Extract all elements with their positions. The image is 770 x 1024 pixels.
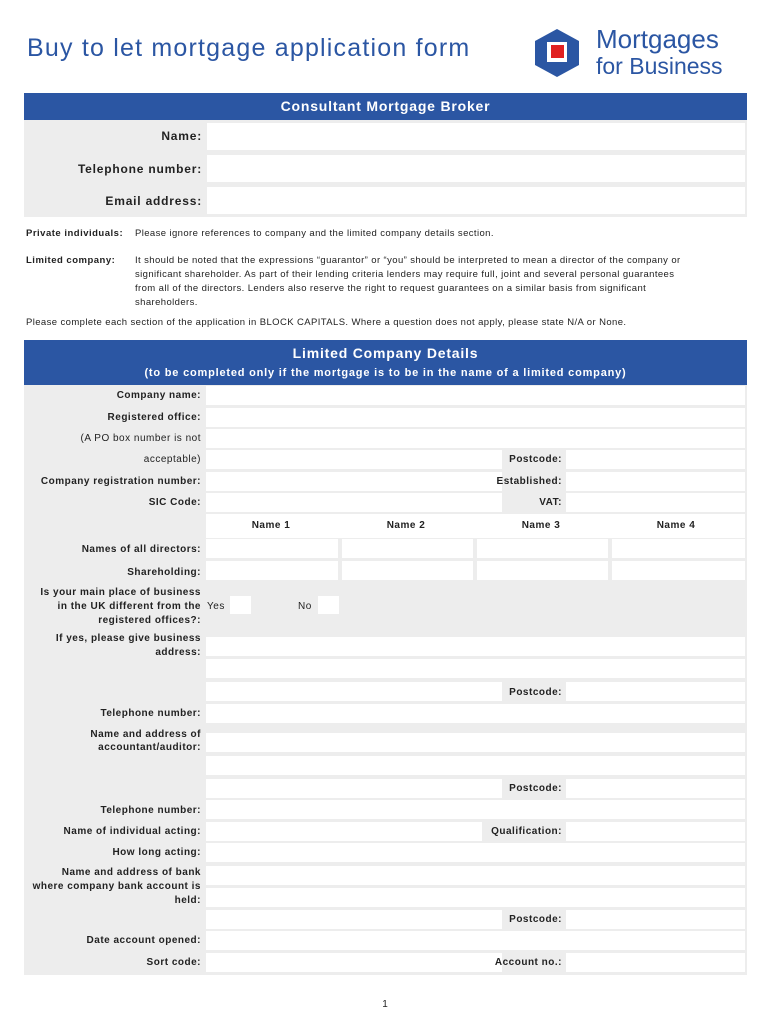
limited-company-text-1: It should be noted that the expressions “guarantor” or “you” should be interpreted to mean a director of the company or [135, 255, 681, 266]
logo-icon [532, 27, 582, 79]
main-place-label-2: in the UK different from the [57, 601, 201, 612]
qualification-label: Qualification: [491, 826, 562, 837]
director-2-field[interactable] [342, 539, 473, 558]
individual-acting-label: Name of individual acting: [63, 826, 201, 837]
registered-office-field-2[interactable] [206, 429, 745, 448]
name-col-1: Name 1 [251, 520, 291, 531]
director-1-field[interactable] [206, 539, 338, 558]
established-field[interactable] [566, 472, 745, 491]
company-name-field[interactable] [206, 386, 745, 405]
director-4-field[interactable] [612, 539, 745, 558]
sic-code-label: SIC Code: [148, 497, 201, 508]
individual-acting-field[interactable] [206, 822, 482, 841]
private-individuals-label: Private individuals: [26, 228, 124, 239]
accountant-field-2[interactable] [206, 756, 745, 775]
private-individuals-text: Please ignore references to company and the limited company details section. [135, 228, 494, 239]
director-3-field[interactable] [477, 539, 608, 558]
broker-name-field[interactable] [207, 123, 745, 150]
qualification-field[interactable] [566, 822, 745, 841]
if-yes-label-2: address: [155, 647, 201, 658]
business-telephone-field[interactable] [206, 704, 745, 723]
shareholding-2-field[interactable] [342, 561, 473, 580]
bank-field-1[interactable] [206, 866, 745, 885]
how-long-acting-label: How long acting: [112, 847, 201, 858]
shareholding-4-field[interactable] [612, 561, 745, 580]
shareholding-1-field[interactable] [206, 561, 338, 580]
bank-postcode-field[interactable] [566, 910, 745, 929]
bank-label-1: Name and address of bank [61, 867, 201, 878]
bank-label-3: held: [174, 895, 201, 906]
broker-phone-label: Telephone number: [77, 162, 202, 176]
main-place-label-1: Is your main place of business [40, 587, 201, 598]
logo-text-line2: for Business [596, 53, 723, 79]
instructions-text: Please complete each section of the application in BLOCK CAPITALS. Where a question does not apply, please state N/A or None. [26, 317, 627, 328]
business-postcode-field[interactable] [566, 682, 745, 701]
broker-name-label: Name: [161, 129, 202, 143]
sort-code-field[interactable] [206, 953, 502, 972]
limited-company-text-4: shareholders. [135, 297, 198, 308]
date-opened-label: Date account opened: [86, 935, 201, 946]
registered-office-field-3[interactable] [206, 450, 502, 469]
broker-phone-field[interactable] [207, 155, 745, 182]
broker-email-field[interactable] [207, 187, 745, 214]
accountant-telephone-field[interactable] [206, 800, 745, 819]
accountant-label-1: Name and address of [90, 729, 201, 740]
sic-code-field[interactable] [206, 493, 502, 512]
business-address-field-2[interactable] [206, 659, 745, 678]
yes-label: Yes [207, 601, 225, 612]
account-no-field[interactable] [566, 953, 745, 972]
vat-field[interactable] [566, 493, 745, 512]
accountant-telephone-label: Telephone number: [100, 805, 201, 816]
accountant-postcode-label: Postcode: [509, 783, 562, 794]
no-checkbox[interactable] [318, 596, 339, 614]
accountant-label-2: accountant/auditor: [98, 742, 201, 753]
broker-email-label: Email address: [105, 194, 202, 208]
established-label: Established: [496, 476, 562, 487]
if-yes-label-1: If yes, please give business [55, 633, 201, 644]
sort-code-label: Sort code: [146, 957, 201, 968]
registered-office-label: Registered office: [107, 412, 201, 423]
account-no-label: Account no.: [494, 957, 562, 968]
shareholding-label: Shareholding: [127, 567, 201, 578]
business-telephone-label: Telephone number: [100, 708, 201, 719]
accountant-postcode-field[interactable] [566, 779, 745, 798]
date-opened-field[interactable] [206, 931, 745, 950]
bank-label-2: where company bank account is [32, 881, 201, 892]
vat-label: VAT: [539, 497, 562, 508]
bank-field-3[interactable] [206, 910, 502, 929]
name-col-2: Name 2 [386, 520, 426, 531]
broker-heading: Consultant Mortgage Broker [24, 93, 747, 120]
directors-label: Names of all directors: [81, 544, 201, 555]
no-label: No [298, 601, 312, 612]
page-number: 1 [382, 999, 388, 1010]
company-registration-label: Company registration number: [40, 476, 201, 487]
accountant-field-3[interactable] [206, 779, 502, 798]
business-postcode-label: Postcode: [509, 687, 562, 698]
bank-field-2[interactable] [206, 888, 745, 907]
limited-company-text-3: from all of the directors. Lenders also reserve the right to request guarantees on a similar basis from significant [135, 283, 647, 294]
name-col-4: Name 4 [656, 520, 696, 531]
accountant-field-1[interactable] [206, 733, 745, 752]
yes-checkbox[interactable] [230, 596, 251, 614]
company-subheading: (to be completed only if the mortgage is to be in the name of a limited company) [144, 367, 627, 379]
limited-company-text-2: significant shareholder. As part of their lending criteria lenders may require full, joint and several personal guarantees [135, 269, 675, 280]
shareholding-3-field[interactable] [477, 561, 608, 580]
name-col-3: Name 3 [521, 520, 561, 531]
limited-company-label: Limited company: [26, 255, 116, 266]
company-heading: Limited Company Details [292, 345, 479, 361]
registered-office-field-1[interactable] [206, 408, 745, 427]
company-registration-field[interactable] [206, 472, 502, 491]
registered-office-postcode-label: Postcode: [509, 454, 562, 465]
company-name-label: Company name: [116, 390, 201, 401]
business-address-field-3[interactable] [206, 682, 502, 701]
logo-text-line1: Mortgages [596, 24, 719, 54]
how-long-acting-field[interactable] [206, 843, 745, 862]
main-place-label-3: registered offices?: [98, 615, 201, 626]
registered-office-postcode-field[interactable] [566, 450, 745, 469]
page-title: Buy to let mortgage application form [27, 34, 471, 62]
business-address-field-1[interactable] [206, 637, 745, 656]
po-box-note-line2: acceptable) [143, 454, 201, 465]
po-box-note-line1: (A PO box number is not [80, 433, 201, 444]
bank-postcode-label: Postcode: [509, 914, 562, 925]
